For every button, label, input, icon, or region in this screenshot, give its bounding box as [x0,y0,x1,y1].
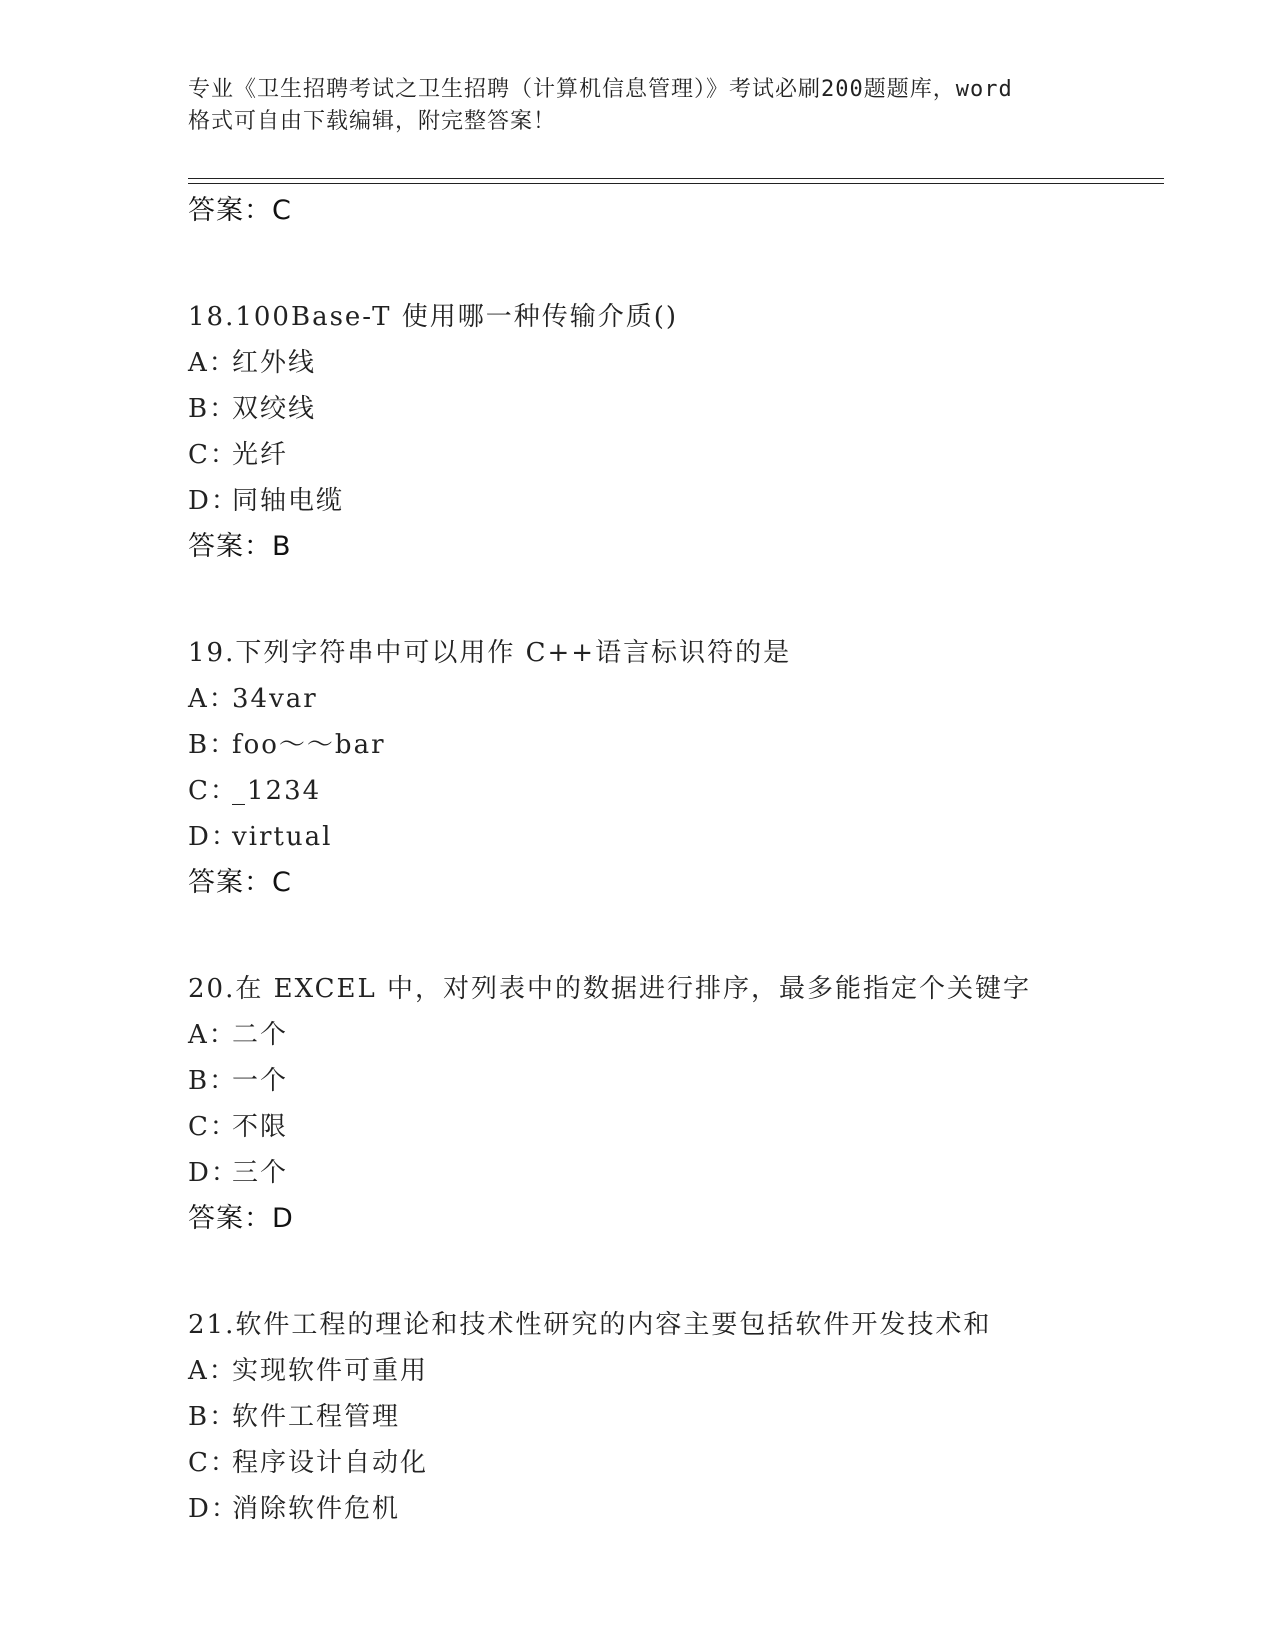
option-b [188,722,1178,768]
option-text: 程序设计自动化 [232,1448,429,1478]
question-block [188,1302,1178,1532]
option-d [188,814,1178,860]
option-b [188,386,1178,432]
option-text: _1234 [232,776,322,806]
option-key: C： [188,440,238,470]
option-text: 三个 [232,1158,289,1188]
option-key: D： [188,822,239,852]
option-key: B： [188,1402,238,1432]
header-line-1: 专业《卫生招聘考试之卫生招聘（计算机信息管理）》考试必刷200题题库，word [188,77,1013,102]
option-text: 不限 [232,1112,289,1142]
option-key: A： [188,1020,237,1050]
option-key: B： [188,730,238,760]
option-text: 红外线 [232,348,317,378]
question-text: 19.下列字符串中可以用作 C++语言标识符的是 [188,638,792,668]
document-header [188,74,1088,138]
question-block [188,966,1178,1242]
option-text: foo～～bar [232,730,386,760]
option-key: C： [188,1112,238,1142]
question-text: 20.在 EXCEL 中，对列表中的数据进行排序，最多能指定个关键字 [188,974,1032,1004]
option-key: D： [188,486,239,516]
header-divider-top [188,178,1164,179]
option-a [188,676,1178,722]
header-line-2: 格式可自由下载编辑，附完整答案！ [188,109,557,134]
option-text: 光纤 [232,440,289,470]
option-key: D： [188,1158,239,1188]
option-b [188,1058,1178,1104]
answer-line: 答案：C [188,867,292,898]
document-body [188,188,1178,1532]
option-key: A： [188,684,237,714]
option-c [188,432,1178,478]
option-key: B： [188,394,238,424]
option-key: D： [188,1494,239,1524]
option-d [188,1150,1178,1196]
question-block [188,630,1178,906]
option-d [188,478,1178,524]
answer-line: 答案：B [188,531,292,562]
option-text: 消除软件危机 [232,1494,401,1524]
option-text: 一个 [232,1066,289,1096]
question-block [188,294,1178,570]
option-b [188,1394,1178,1440]
option-c [188,1104,1178,1150]
option-c [188,768,1178,814]
option-text: 同轴电缆 [232,486,345,516]
header-divider-bottom [188,183,1164,184]
option-text: virtual [232,822,333,852]
option-text: 二个 [232,1020,289,1050]
option-text: 实现软件可重用 [232,1356,429,1386]
option-text: 34var [232,684,318,714]
option-a [188,340,1178,386]
option-key: A： [188,348,237,378]
question-text: 21.软件工程的理论和技术性研究的内容主要包括软件开发技术和 [188,1310,992,1340]
option-text: 双绞线 [232,394,317,424]
option-text: 软件工程管理 [232,1402,401,1432]
option-key: B： [188,1066,238,1096]
option-d [188,1486,1178,1532]
option-key: C： [188,776,238,806]
option-c [188,1440,1178,1486]
option-a [188,1348,1178,1394]
option-a [188,1012,1178,1058]
option-key: C： [188,1448,238,1478]
answer-line: 答案：D [188,1203,294,1234]
question-text: 18.100Base-T 使用哪一种传输介质() [188,302,679,332]
answer-line: 答案：C [188,195,292,226]
option-key: A： [188,1356,237,1386]
